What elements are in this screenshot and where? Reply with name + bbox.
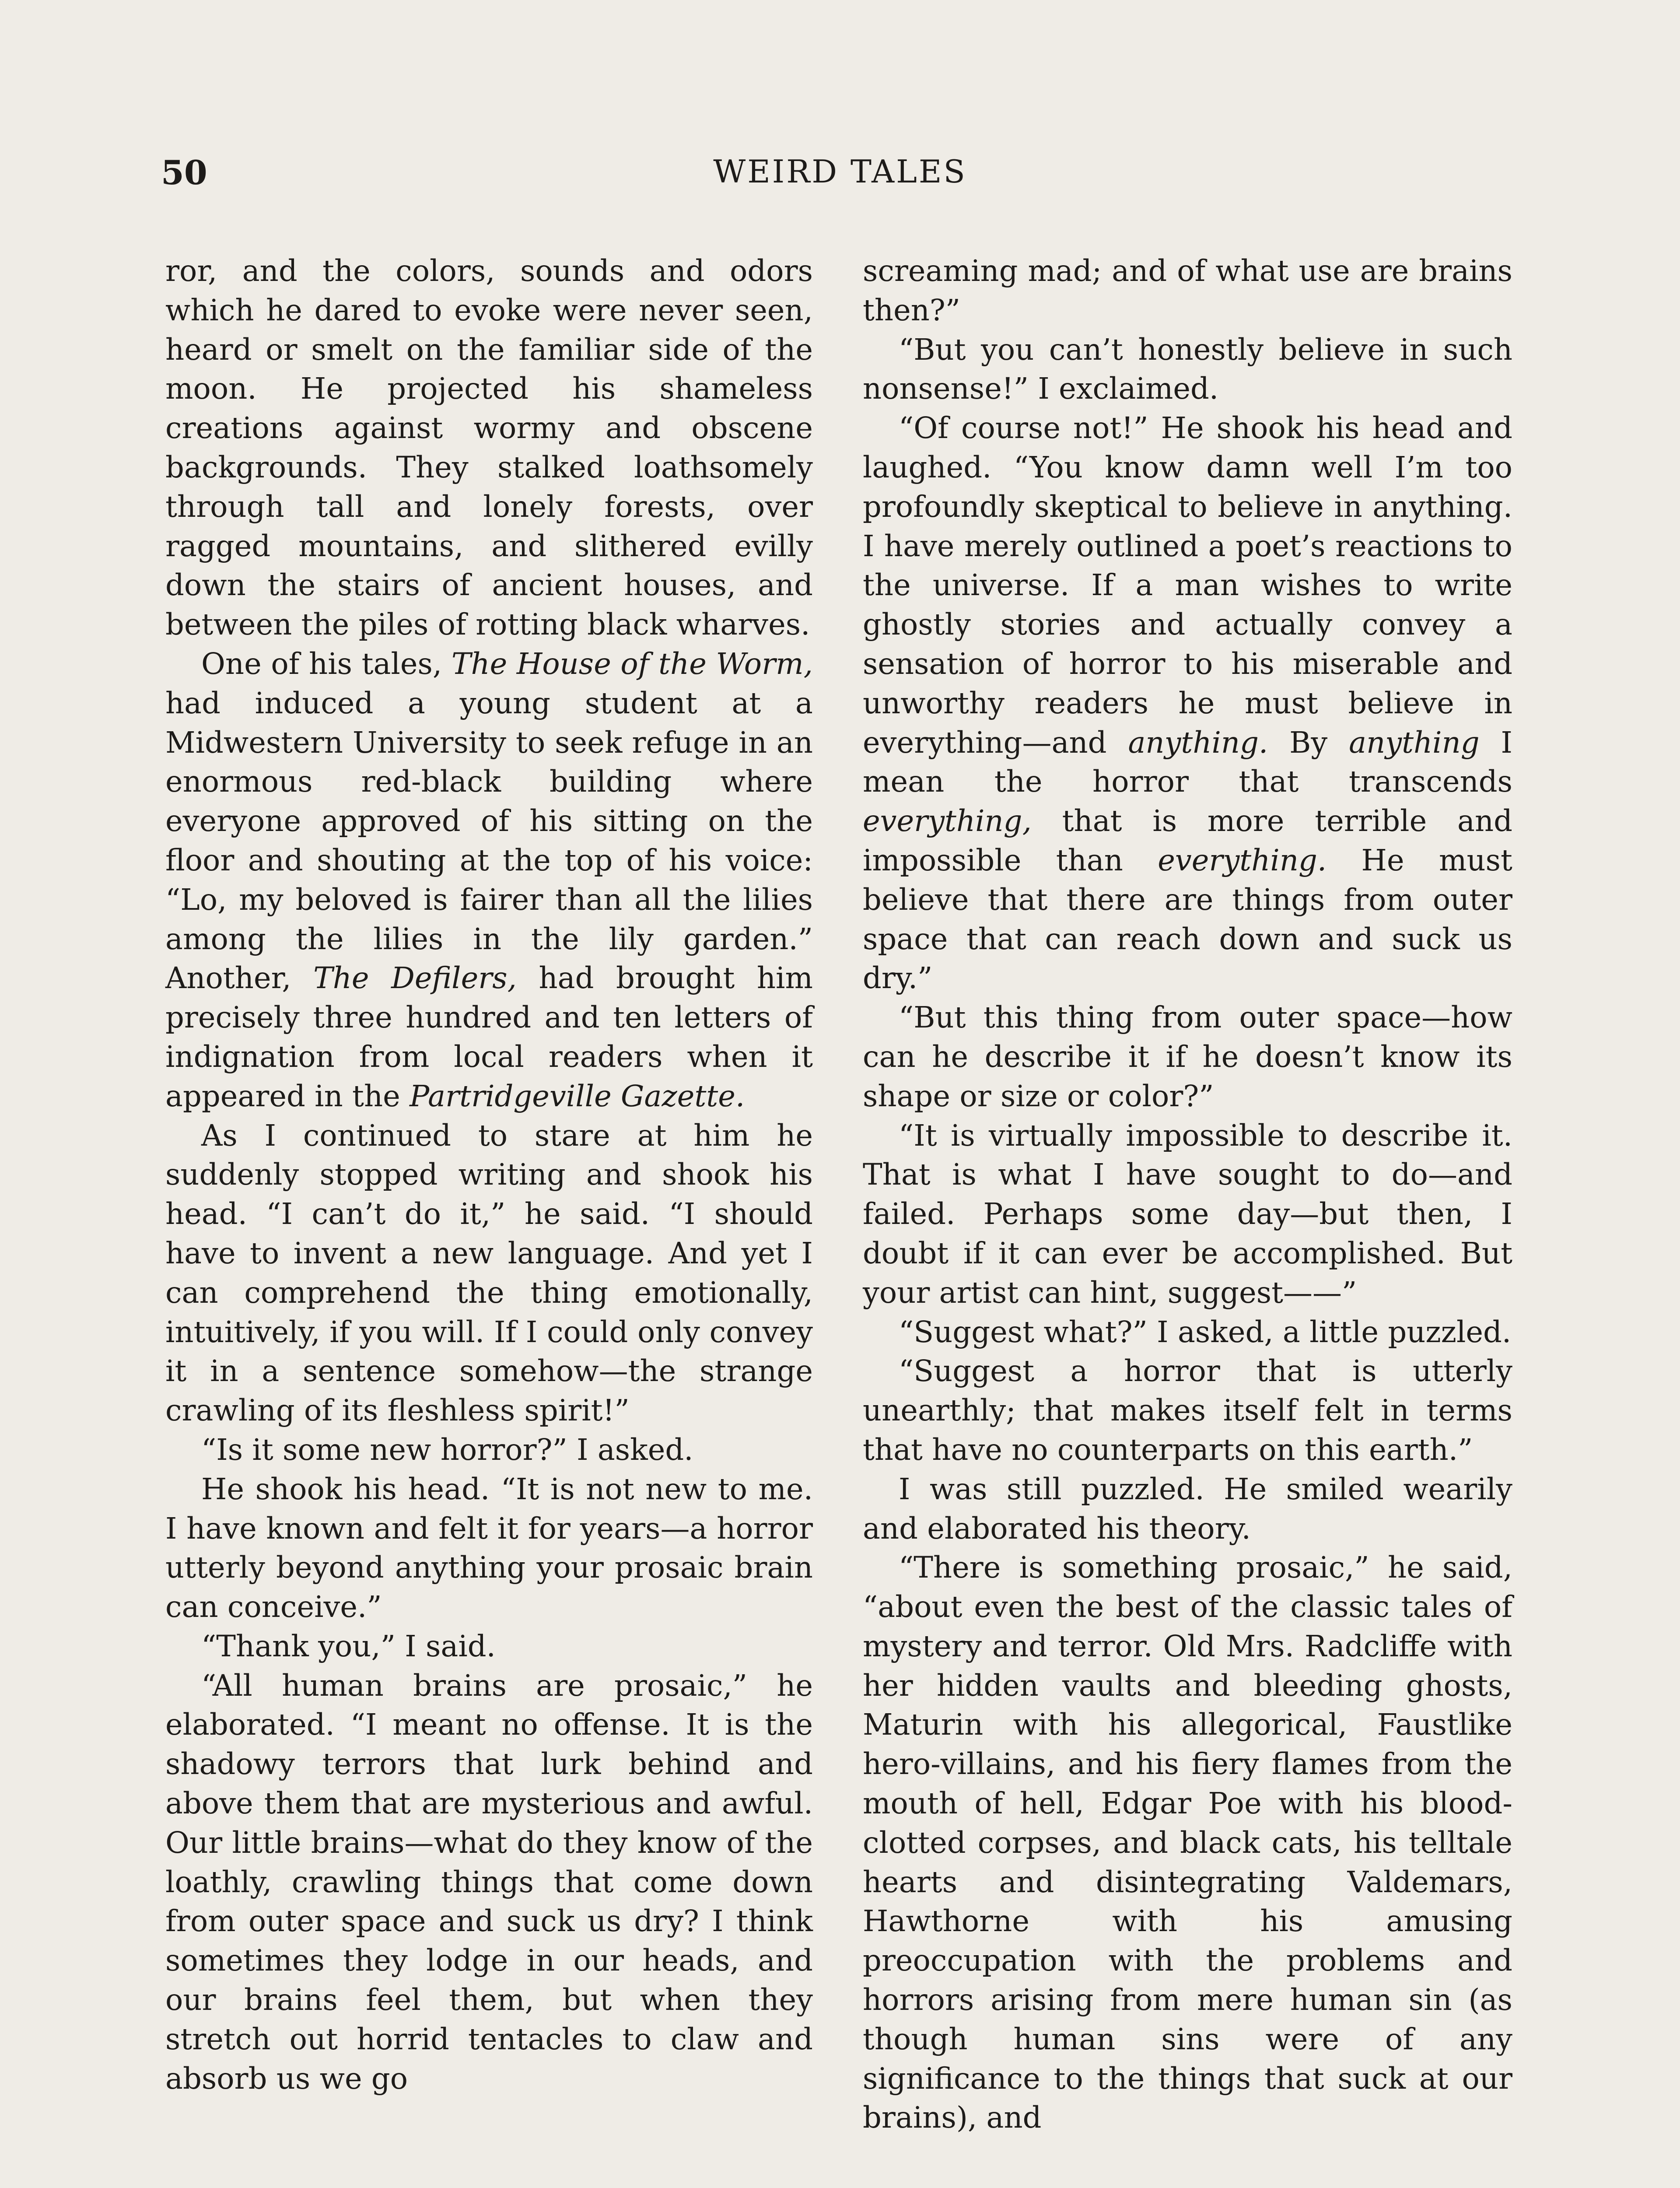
paragraph-text: “Is it some new horror?” I asked. xyxy=(201,1432,693,1467)
paragraph xyxy=(165,1627,813,1666)
paragraph-text: He shook his head. “It is not new to me. I have known and felt it for years—a horror utterly beyond anything your prosaic brain can conceive.” xyxy=(165,1472,813,1624)
paragraph-text: As I continued to stare at him he suddenly stopped writing and shook his head. “I can’t do it,” he said. “I should have to invent a new language. And yet I can comprehend the thing emotionally, intuitively, if you will. If I could only convey it in a sentence somehow—the strange crawling of its fleshless spirit!” xyxy=(165,1118,813,1428)
paragraph-text: He must believe that there are things from outer space that can reach down and suck us dry.” xyxy=(863,843,1512,996)
right-text-column xyxy=(863,252,1512,2138)
italic-title-text: anything. xyxy=(1128,725,1268,760)
paragraph xyxy=(165,1666,813,2099)
paragraph-text: had brought him precisely three hundred and ten letters of indignation from local readers when it appeared in the xyxy=(165,961,813,1113)
italic-title-text: The Defilers, xyxy=(313,961,517,996)
left-text-column xyxy=(165,252,813,2098)
paragraph xyxy=(863,1470,1512,1549)
paragraph xyxy=(863,330,1512,409)
italic-title-text: everything. xyxy=(1158,843,1327,877)
paragraph-text: I was still puzzled. He smiled wearily and elaborated his theory. xyxy=(863,1472,1512,1546)
paragraph-text: By xyxy=(1268,725,1349,760)
page-header xyxy=(0,153,1680,206)
paragraph-text: “Of course not!” He shook his head and laughed. “You know damn well I’m too profoundly skeptical to believe in anything. I have merely outlined a poet’s reactions to the universe. If a man wishes to write ghostly stories and actually convey a sensation of horror to his miserable and unworthy readers he must believe in everything—and xyxy=(863,411,1512,760)
paragraph xyxy=(863,1116,1512,1313)
paragraph-text: “But you can’t honestly believe in such nonsense!” I exclaimed. xyxy=(863,332,1512,406)
running-title: WEIRD TALES xyxy=(713,153,967,190)
paragraph xyxy=(165,1431,813,1470)
paragraph xyxy=(863,998,1512,1116)
italic-title-text: anything xyxy=(1349,725,1480,760)
paragraph-text: had induced a young student at a Midwestern University to seek refuge in an enormous red-black building where everyone approved of his sitting on the floor and shouting at the top of his voice: “Lo, my beloved is fairer than all the lilies among the lilies in the lily garden.” Another, xyxy=(165,686,813,996)
paragraph-text: “Suggest a horror that is utterly unearthly; that makes itself felt in terms that have no counterparts on this earth.” xyxy=(863,1354,1512,1467)
paragraph xyxy=(165,645,813,1116)
paragraph xyxy=(165,1116,813,1431)
paragraph-text: One of his tales, xyxy=(201,646,452,681)
paragraph-text: ror, and the colors, sounds and odors which he dared to evoke were never seen, heard or smelt on the familiar side of the moon. He projected his shameless creations against wormy and obscene backgrounds. They stalked loathsomely through tall and lonely forests, over ragged mountains, and slithered evilly down the stairs of ancient houses, and between the piles of rotting black wharves. xyxy=(165,254,813,642)
paragraph-text: that is more terrible and impossible than xyxy=(863,804,1512,877)
paragraph xyxy=(863,252,1512,330)
paragraph-text: “Thank you,” I said. xyxy=(201,1629,496,1663)
page-number: 50 xyxy=(161,153,207,192)
italic-title-text: The House of the Worm, xyxy=(451,646,813,681)
paragraph-text: “There is something prosaic,” he said, “about even the best of the classic tales of mystery and terror. Old Mrs. Radcliffe with her hidden vaults and bleeding ghosts, Maturin with his allegorical, Faustlike hero-villains, and his fiery flames from the mouth of hell, Edgar Poe with his blood-clotted corpses, and black cats, his telltale hearts and disintegrating Valdemars, Hawthorne with his amusing preoccupation with the problems and horrors arising from mere human sin (as though human sins were of any significance to the things that suck at our brains), and xyxy=(863,1550,1512,2135)
italic-title-text: everything, xyxy=(863,804,1032,838)
paragraph xyxy=(165,252,813,645)
paragraph xyxy=(863,1313,1512,1352)
paragraph xyxy=(863,1352,1512,1469)
paragraph xyxy=(165,1470,813,1627)
paragraph-text: I mean the horror that transcends xyxy=(863,725,1513,799)
paragraph xyxy=(863,1548,1512,2138)
paragraph-text: “But this thing from outer space—how can he describe it if he doesn’t know its shape or size or color?” xyxy=(863,1000,1512,1113)
italic-title-text: Partridgeville Gazette. xyxy=(410,1079,745,1113)
paragraph-text: “Suggest what?” I asked, a little puzzled. xyxy=(899,1315,1512,1349)
paragraph xyxy=(863,409,1512,998)
paragraph-text: “It is virtually impossible to describe it. That is what I have sought to do—and failed. Perhaps some day—but then, I doubt if it can ever be accomplished. But your artist can hint, suggest——” xyxy=(863,1118,1512,1310)
paragraph-text: “All human brains are prosaic,” he elaborated. “I meant no offense. It is the shadowy terrors that lurk behind and above them that are mysterious and awful. Our little brains—what do they know of the loathly, crawling things that come down from outer space and suck us dry? I think sometimes they lodge in our heads, and our brains feel them, but when they stretch out horrid tentacles to claw and absorb us we go xyxy=(165,1668,813,2096)
paragraph-text: screaming mad; and of what use are brains then?” xyxy=(863,254,1512,327)
